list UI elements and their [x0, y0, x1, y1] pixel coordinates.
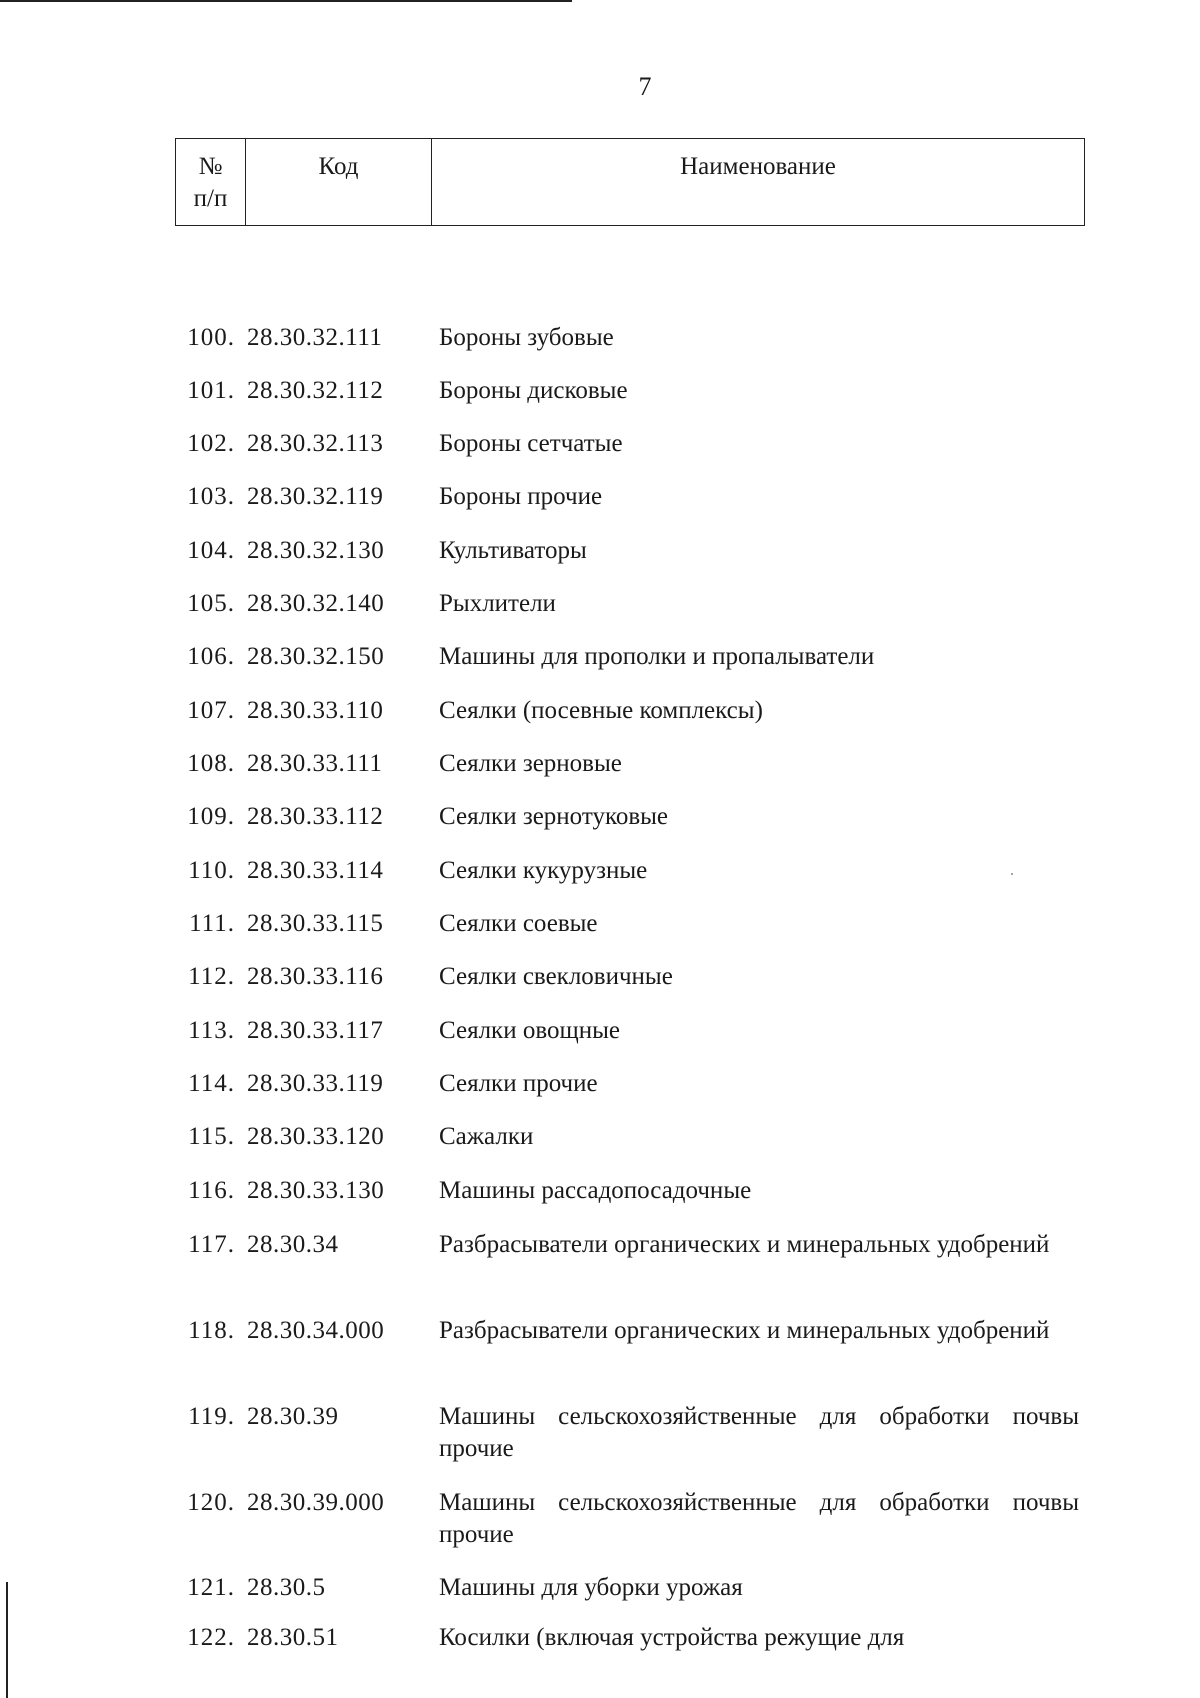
row-code: 28.30.33.116 [247, 963, 384, 990]
row-number: 111. [189, 910, 235, 937]
row-code: 28.30.32.150 [247, 643, 385, 670]
row-code: 28.30.33.111 [247, 750, 383, 777]
table-row [175, 1572, 1085, 1604]
classifier-table [175, 138, 1085, 1651]
row-number: 105. [187, 590, 235, 617]
table-row [175, 1068, 1085, 1100]
row-name: Сеялки прочие [439, 1070, 598, 1097]
row-name: Разбрасыватели органических и минеральных удобрений [439, 1231, 1050, 1258]
header-code: Код [246, 139, 432, 225]
row-code: 28.30.32.112 [247, 377, 384, 404]
row-number: 110. [188, 857, 235, 884]
table-row [175, 695, 1085, 727]
row-code: 28.30.5 [247, 1574, 326, 1601]
row-code: 28.30.33.120 [247, 1123, 385, 1150]
row-number: 122. [187, 1624, 235, 1651]
header-number-label: № п/п [193, 153, 228, 212]
row-code: 28.30.33.119 [247, 1070, 384, 1097]
row-code: 28.30.34.000 [247, 1317, 385, 1344]
table-row [175, 1487, 1085, 1551]
row-code: 28.30.32.113 [247, 430, 384, 457]
row-number: 121. [187, 1574, 235, 1601]
table-row [175, 641, 1085, 673]
row-name: Сажалки [439, 1123, 534, 1150]
row-code: 28.30.33.114 [247, 857, 384, 884]
row-code: 28.30.32.119 [247, 483, 384, 510]
row-number: 102. [187, 430, 235, 457]
row-name: Бороны сетчатые [439, 430, 623, 457]
row-number: 117. [188, 1231, 235, 1258]
row-name: Бороны прочие [439, 483, 603, 510]
row-name: Сеялки свекловичные [439, 963, 673, 990]
row-number: 109. [187, 803, 235, 830]
row-number: 103. [187, 483, 235, 510]
table-row [175, 588, 1085, 620]
table-row [175, 748, 1085, 780]
row-name: Сеялки овощные [439, 1017, 620, 1044]
table-row [175, 1622, 1085, 1654]
table-row [175, 855, 1085, 887]
row-code: 28.30.39.000 [247, 1489, 385, 1516]
page-number: 7 [638, 72, 652, 101]
row-number: 119. [188, 1403, 235, 1430]
row-code: 28.30.51 [247, 1624, 339, 1651]
row-code: 28.30.39 [247, 1403, 339, 1430]
table-row [175, 322, 1085, 354]
row-name: Бороны дисковые [439, 377, 628, 404]
row-number: 114. [188, 1070, 235, 1097]
row-code: 28.30.33.110 [247, 697, 384, 724]
row-number: 112. [188, 963, 235, 990]
table-row [175, 481, 1085, 513]
row-name: Машины сельскохозяйственные для обработки почвы прочие [439, 1489, 1079, 1548]
row-code: 28.30.33.117 [247, 1017, 384, 1044]
row-name: Сеялки (посевные комплексы) [439, 697, 763, 724]
row-name: Сеялки соевые [439, 910, 598, 937]
row-name: Машины сельскохозяйственные для обработки почвы прочие [439, 1403, 1079, 1462]
row-number: 116. [188, 1177, 235, 1204]
row-number: 107. [187, 697, 235, 724]
row-name: Косилки (включая устройства режущие для [439, 1624, 905, 1651]
row-name: Культиваторы [439, 537, 587, 564]
scan-edge-mark [6, 1582, 8, 1698]
row-code: 28.30.33.112 [247, 803, 384, 830]
row-number: 113. [188, 1017, 235, 1044]
row-code: 28.30.33.115 [247, 910, 384, 937]
row-code: 28.30.32.111 [247, 324, 383, 351]
table-row [175, 1229, 1085, 1261]
header-number [176, 139, 246, 225]
table-row [175, 961, 1085, 993]
table-row [175, 908, 1085, 940]
table-header [175, 138, 1085, 226]
row-code: 28.30.32.140 [247, 590, 385, 617]
row-number: 120. [187, 1489, 235, 1516]
table-row [175, 1015, 1085, 1047]
row-name: Машины рассадопосадочные [439, 1177, 752, 1204]
row-name: Разбрасыватели органических и минеральных удобрений [439, 1317, 1050, 1344]
table-row [175, 375, 1085, 407]
table-row [175, 1175, 1085, 1207]
row-number: 104. [187, 537, 235, 564]
row-name: Бороны зубовые [439, 324, 614, 351]
row-number: 108. [187, 750, 235, 777]
row-code: 28.30.32.130 [247, 537, 385, 564]
table-row [175, 1121, 1085, 1153]
row-name: Машины для уборки урожая [439, 1574, 743, 1601]
row-name: Сеялки кукурузные [439, 857, 648, 884]
row-code: 28.30.33.130 [247, 1177, 385, 1204]
row-number: 101. [187, 377, 235, 404]
row-number: 106. [187, 643, 235, 670]
row-number: 100. [187, 324, 235, 351]
row-name: Сеялки зерновые [439, 750, 622, 777]
scan-edge-line [0, 0, 572, 2]
table-row [175, 428, 1085, 460]
row-name: Машины для прополки и пропалыватели [439, 643, 875, 670]
table-row [175, 535, 1085, 567]
table-row [175, 1401, 1085, 1465]
table-row [175, 1315, 1085, 1347]
row-number: 115. [188, 1123, 235, 1150]
table-row [175, 801, 1085, 833]
row-name: Рыхлители [439, 590, 556, 617]
row-number: 118. [188, 1317, 235, 1344]
row-code: 28.30.34 [247, 1231, 339, 1258]
row-name: Сеялки зернотуковые [439, 803, 669, 830]
header-name: Наименование [680, 153, 836, 180]
